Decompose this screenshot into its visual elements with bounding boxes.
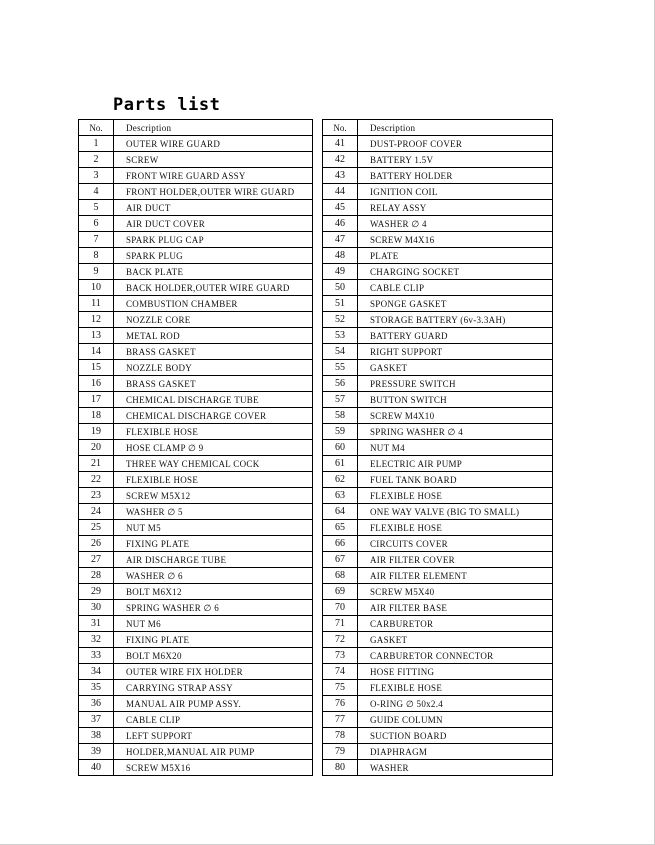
part-description: BUTTON SWITCH: [358, 392, 553, 408]
part-number: 55: [323, 360, 358, 376]
part-description: METAL ROD: [114, 328, 313, 344]
part-number: 21: [79, 456, 114, 472]
part-number: 29: [79, 584, 114, 600]
part-description: CABLE CLIP: [114, 712, 313, 728]
part-description: PLATE: [358, 248, 553, 264]
table-row: [79, 408, 313, 424]
part-description: BATTERY 1.5V: [358, 152, 553, 168]
part-description: HOSE FITTING: [358, 664, 553, 680]
table-row: [323, 632, 553, 648]
table-row: [323, 168, 553, 184]
table-row: [323, 760, 553, 776]
part-number: 48: [323, 248, 358, 264]
part-number: 72: [323, 632, 358, 648]
part-description: SPRING WASHER ∅ 4: [358, 424, 553, 440]
table-row: [79, 232, 313, 248]
part-description: DUST-PROOF COVER: [358, 136, 553, 152]
part-number: 51: [323, 296, 358, 312]
part-description: CIRCUITS COVER: [358, 536, 553, 552]
part-number: 49: [323, 264, 358, 280]
table-row: [323, 504, 553, 520]
table-row: [79, 200, 313, 216]
part-number: 66: [323, 536, 358, 552]
table-row: [323, 472, 553, 488]
part-description: THREE WAY CHEMICAL COCK: [114, 456, 313, 472]
part-number: 69: [323, 584, 358, 600]
part-number: 8: [79, 248, 114, 264]
table-row: [79, 392, 313, 408]
part-description: FUEL TANK BOARD: [358, 472, 553, 488]
part-number: 71: [323, 616, 358, 632]
part-description: SUCTION BOARD: [358, 728, 553, 744]
part-description: NOZZLE BODY: [114, 360, 313, 376]
part-number: 65: [323, 520, 358, 536]
part-number: 41: [323, 136, 358, 152]
part-description: COMBUSTION CHAMBER: [114, 296, 313, 312]
part-number: 34: [79, 664, 114, 680]
table-row: [323, 328, 553, 344]
table-row: [79, 520, 313, 536]
part-description: SCREW: [114, 152, 313, 168]
part-number: 63: [323, 488, 358, 504]
part-description: DIAPHRAGM: [358, 744, 553, 760]
table-row: [323, 568, 553, 584]
table-row: [323, 696, 553, 712]
table-row: [79, 648, 313, 664]
table-row: [79, 184, 313, 200]
table-row: [323, 712, 553, 728]
page-title: Parts list: [113, 95, 221, 115]
part-description: FLEXIBLE HOSE: [358, 520, 553, 536]
table-row: [79, 440, 313, 456]
part-number: 16: [79, 376, 114, 392]
part-description: NUT M6: [114, 616, 313, 632]
table-row: [79, 616, 313, 632]
part-description: BATTERY HOLDER: [358, 168, 553, 184]
table-row: [79, 152, 313, 168]
part-description: SCREW M5X12: [114, 488, 313, 504]
part-number: 25: [79, 520, 114, 536]
table-row: [79, 296, 313, 312]
table-row: [323, 520, 553, 536]
part-number: 45: [323, 200, 358, 216]
table-row: [79, 536, 313, 552]
part-number: 57: [323, 392, 358, 408]
part-description: WASHER ∅ 5: [114, 504, 313, 520]
table-row: [323, 744, 553, 760]
part-description: GASKET: [358, 360, 553, 376]
table-row: [323, 216, 553, 232]
part-description: NOZZLE CORE: [114, 312, 313, 328]
part-description: CARBURETOR: [358, 616, 553, 632]
table-header-row: [79, 120, 313, 136]
table-row: [323, 648, 553, 664]
part-description: OUTER WIRE GUARD: [114, 136, 313, 152]
part-number: 52: [323, 312, 358, 328]
part-description: OUTER WIRE FIX HOLDER: [114, 664, 313, 680]
part-number: 50: [323, 280, 358, 296]
part-description: WASHER ∅ 6: [114, 568, 313, 584]
part-number: 10: [79, 280, 114, 296]
table-row: [323, 200, 553, 216]
part-number: 19: [79, 424, 114, 440]
part-description: CHEMICAL DISCHARGE TUBE: [114, 392, 313, 408]
table-row: [323, 488, 553, 504]
table-row: [79, 264, 313, 280]
part-description: FLEXIBLE HOSE: [114, 424, 313, 440]
part-number: 18: [79, 408, 114, 424]
part-description: AIR DISCHARGE TUBE: [114, 552, 313, 568]
table-row: [323, 424, 553, 440]
part-description: FLEXIBLE HOSE: [358, 488, 553, 504]
part-description: AIR FILTER COVER: [358, 552, 553, 568]
part-description: SPARK PLUG: [114, 248, 313, 264]
table-row: [323, 248, 553, 264]
part-number: 3: [79, 168, 114, 184]
part-description: FRONT HOLDER,OUTER WIRE GUARD: [114, 184, 313, 200]
table-row: [79, 136, 313, 152]
header-no: No.: [323, 120, 358, 136]
part-description: BACK HOLDER,OUTER WIRE GUARD: [114, 280, 313, 296]
part-number: 40: [79, 760, 114, 776]
table-row: [323, 280, 553, 296]
part-number: 61: [323, 456, 358, 472]
part-number: 54: [323, 344, 358, 360]
table-row: [323, 136, 553, 152]
part-description: RIGHT SUPPORT: [358, 344, 553, 360]
part-number: 32: [79, 632, 114, 648]
part-number: 78: [323, 728, 358, 744]
part-description: BRASS GASKET: [114, 376, 313, 392]
table-row: [79, 744, 313, 760]
part-number: 62: [323, 472, 358, 488]
table-row: [79, 168, 313, 184]
part-number: 53: [323, 328, 358, 344]
table-row: [323, 664, 553, 680]
part-description: O-RING ∅ 50x2.4: [358, 696, 553, 712]
part-description: STORAGE BATTERY (6v-3.3AH): [358, 312, 553, 328]
part-number: 70: [323, 600, 358, 616]
part-description: NUT M4: [358, 440, 553, 456]
table-row: [79, 728, 313, 744]
table-row: [79, 216, 313, 232]
part-description: BRASS GASKET: [114, 344, 313, 360]
part-description: ELECTRIC AIR PUMP: [358, 456, 553, 472]
part-description: SCREW M4X16: [358, 232, 553, 248]
part-number: 46: [323, 216, 358, 232]
part-number: 67: [323, 552, 358, 568]
table-row: [323, 680, 553, 696]
part-number: 38: [79, 728, 114, 744]
part-number: 58: [323, 408, 358, 424]
part-description: RELAY ASSY: [358, 200, 553, 216]
table-row: [79, 360, 313, 376]
part-number: 77: [323, 712, 358, 728]
table-row: [79, 696, 313, 712]
part-number: 27: [79, 552, 114, 568]
part-number: 13: [79, 328, 114, 344]
table-row: [79, 632, 313, 648]
table-row: [79, 488, 313, 504]
part-description: FLEXIBLE HOSE: [114, 472, 313, 488]
part-number: 47: [323, 232, 358, 248]
table-row: [323, 392, 553, 408]
table-row: [79, 552, 313, 568]
part-number: 31: [79, 616, 114, 632]
table-row: [79, 568, 313, 584]
part-description: BACK PLATE: [114, 264, 313, 280]
part-number: 39: [79, 744, 114, 760]
part-number: 64: [323, 504, 358, 520]
table-row: [79, 248, 313, 264]
part-description: NUT M5: [114, 520, 313, 536]
table-row: [79, 344, 313, 360]
part-number: 17: [79, 392, 114, 408]
part-description: PRESSURE SWITCH: [358, 376, 553, 392]
parts-table-right: [322, 119, 553, 776]
part-description: SPONGE GASKET: [358, 296, 553, 312]
header-description: Description: [114, 120, 313, 136]
table-row: [323, 232, 553, 248]
part-number: 76: [323, 696, 358, 712]
part-description: CARBURETOR CONNECTOR: [358, 648, 553, 664]
part-description: SCREW M5X40: [358, 584, 553, 600]
table-row: [323, 344, 553, 360]
parts-table-left-body: [79, 136, 313, 776]
part-number: 59: [323, 424, 358, 440]
table-row: [79, 584, 313, 600]
part-number: 2: [79, 152, 114, 168]
parts-table-right-body: [323, 136, 553, 776]
part-number: 68: [323, 568, 358, 584]
part-description: HOLDER,MANUAL AIR PUMP: [114, 744, 313, 760]
part-description: IGNITION COIL: [358, 184, 553, 200]
table-row: [323, 584, 553, 600]
part-number: 6: [79, 216, 114, 232]
table-row: [323, 728, 553, 744]
part-number: 42: [323, 152, 358, 168]
table-row: [323, 456, 553, 472]
part-number: 79: [323, 744, 358, 760]
part-description: FIXING PLATE: [114, 632, 313, 648]
table-row: [79, 664, 313, 680]
part-number: 30: [79, 600, 114, 616]
part-number: 20: [79, 440, 114, 456]
table-row: [79, 760, 313, 776]
table-row: [79, 424, 313, 440]
table-row: [323, 376, 553, 392]
part-description: GASKET: [358, 632, 553, 648]
part-number: 9: [79, 264, 114, 280]
part-number: 11: [79, 296, 114, 312]
part-description: BOLT M6X12: [114, 584, 313, 600]
table-row: [79, 376, 313, 392]
part-description: AIR DUCT COVER: [114, 216, 313, 232]
table-row: [79, 472, 313, 488]
part-number: 74: [323, 664, 358, 680]
part-number: 56: [323, 376, 358, 392]
table-row: [323, 360, 553, 376]
part-number: 44: [323, 184, 358, 200]
part-description: CARRYING STRAP ASSY: [114, 680, 313, 696]
part-description: FRONT WIRE GUARD ASSY: [114, 168, 313, 184]
part-number: 7: [79, 232, 114, 248]
part-number: 1: [79, 136, 114, 152]
table-row: [323, 600, 553, 616]
part-number: 5: [79, 200, 114, 216]
table-row: [79, 328, 313, 344]
header-description: Description: [358, 120, 553, 136]
part-number: 22: [79, 472, 114, 488]
part-number: 80: [323, 760, 358, 776]
table-row: [79, 280, 313, 296]
part-description: SPRING WASHER ∅ 6: [114, 600, 313, 616]
table-row: [79, 456, 313, 472]
table-row: [323, 408, 553, 424]
part-description: FLEXIBLE HOSE: [358, 680, 553, 696]
part-description: WASHER: [358, 760, 553, 776]
part-description: CABLE CLIP: [358, 280, 553, 296]
table-row: [323, 440, 553, 456]
part-description: MANUAL AIR PUMP ASSY.: [114, 696, 313, 712]
table-row: [323, 184, 553, 200]
table-row: [79, 312, 313, 328]
part-description: ONE WAY VALVE (BIG TO SMALL): [358, 504, 553, 520]
part-number: 4: [79, 184, 114, 200]
parts-table-left: [78, 119, 313, 776]
part-description: AIR DUCT: [114, 200, 313, 216]
table-row: [323, 264, 553, 280]
part-number: 35: [79, 680, 114, 696]
part-number: 33: [79, 648, 114, 664]
table-row: [79, 712, 313, 728]
part-description: AIR FILTER BASE: [358, 600, 553, 616]
part-number: 12: [79, 312, 114, 328]
part-number: 43: [323, 168, 358, 184]
header-no: No.: [79, 120, 114, 136]
table-row: [323, 616, 553, 632]
part-number: 24: [79, 504, 114, 520]
part-description: SCREW M4X10: [358, 408, 553, 424]
part-number: 36: [79, 696, 114, 712]
part-description: CHARGING SOCKET: [358, 264, 553, 280]
part-number: 28: [79, 568, 114, 584]
table-row: [323, 536, 553, 552]
part-number: 14: [79, 344, 114, 360]
part-description: SCREW M5X16: [114, 760, 313, 776]
part-description: LEFT SUPPORT: [114, 728, 313, 744]
part-number: 26: [79, 536, 114, 552]
part-number: 37: [79, 712, 114, 728]
part-description: AIR FILTER ELEMENT: [358, 568, 553, 584]
part-number: 73: [323, 648, 358, 664]
table-row: [79, 504, 313, 520]
part-description: FIXING PLATE: [114, 536, 313, 552]
part-description: BATTERY GUARD: [358, 328, 553, 344]
part-description: BOLT M6X20: [114, 648, 313, 664]
table-row: [323, 552, 553, 568]
table-row: [323, 152, 553, 168]
part-description: CHEMICAL DISCHARGE COVER: [114, 408, 313, 424]
part-description: GUIDE COLUMN: [358, 712, 553, 728]
part-description: SPARK PLUG CAP: [114, 232, 313, 248]
table-header-row: [323, 120, 553, 136]
table-row: [79, 600, 313, 616]
part-description: HOSE CLAMP ∅ 9: [114, 440, 313, 456]
part-number: 15: [79, 360, 114, 376]
part-number: 75: [323, 680, 358, 696]
part-number: 23: [79, 488, 114, 504]
part-number: 60: [323, 440, 358, 456]
table-row: [79, 680, 313, 696]
table-row: [323, 296, 553, 312]
part-description: WASHER ∅ 4: [358, 216, 553, 232]
table-row: [323, 312, 553, 328]
